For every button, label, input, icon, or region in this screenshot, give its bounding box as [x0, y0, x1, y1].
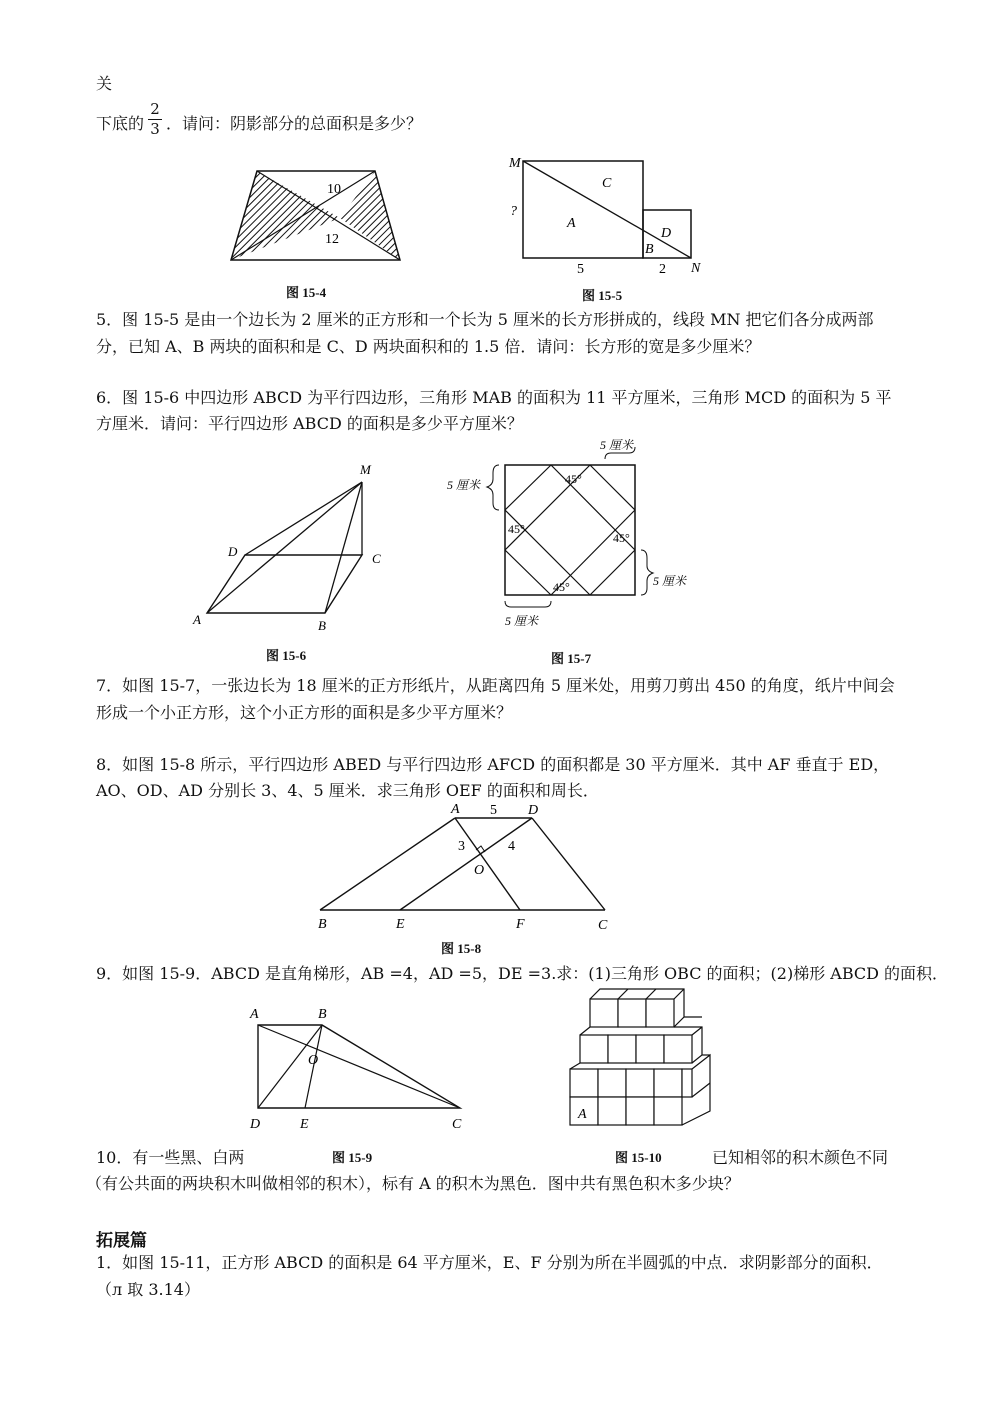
q8-line2: AO、OD、AD 分别长 3、4、5 厘米．求三角形 OEF 的面积和周长． [96, 781, 599, 800]
label-B: B [318, 917, 327, 932]
label-F: F [516, 917, 525, 932]
caption-15-7: 图 15-7 [551, 651, 592, 666]
q10-line2: （有公共面的两块积木叫做相邻的积木），标有 A 的积木为黑色．图中共有黑色积木多少块？ [86, 1174, 740, 1193]
figure-15-4 [225, 165, 405, 265]
q4-fraction [148, 100, 162, 138]
label-C: C [452, 1117, 462, 1132]
label-M: M [509, 156, 521, 171]
label-O: O [308, 1053, 319, 1068]
label-A: A [193, 612, 201, 627]
caption-15-4: 图 15-4 [286, 285, 327, 300]
fraction-numerator: 2 [150, 100, 160, 118]
q10-line1-end: 已知相邻的积木颜色不同 [712, 1148, 889, 1167]
label-question: ? [510, 204, 517, 219]
q7-line1: 7．如图 15-7，一张边长为 18 厘米的正方形纸片，从距离四角 5 厘米处，用剪刀剪出 450 的角度，纸片中间会 [96, 676, 895, 695]
figure-15-6 [190, 460, 390, 635]
label-E: E [300, 1117, 309, 1132]
q5-line1: 5．图 15-5 是由一个边长为 2 厘米的正方形和一个长为 5 厘米的长方形拼成的，线段 MN 把它们各分成两部 [96, 310, 874, 329]
label-D: D [250, 1117, 261, 1132]
ext1-line2: （л 取 3.14） [96, 1280, 200, 1299]
angle-top: 45° [565, 472, 582, 486]
label-B: B [318, 1007, 327, 1022]
figure-15-7 [445, 435, 700, 630]
caption-15-6: 图 15-6 [266, 648, 307, 663]
label-A: A [567, 216, 576, 231]
q6-line1: 6．图 15-6 中四边形 ABCD 为平行四边形，三角形 MAB 的面积为 11 平方厘米，三角形 MCD 的面积为 5 平 [96, 388, 892, 407]
label-10: 10 [327, 182, 341, 197]
label-A: A [578, 1107, 587, 1122]
figure-15-8 [310, 800, 620, 935]
label-12: 12 [325, 232, 339, 247]
angle-right: 45° [613, 531, 630, 545]
caption-15-9: 图 15-9 [332, 1150, 373, 1165]
label-D: D [661, 226, 672, 241]
label-5: 5 [490, 803, 497, 818]
label-3: 3 [458, 839, 465, 854]
len-label-left: 5 厘米 [447, 478, 481, 492]
figure-15-9 [240, 1000, 475, 1135]
q9-line1: 9．如图 15-9．ABCD 是直角梯形，AB =4，AD =5，DE =3.求：(1)三角形 OBC 的面积；(2)梯形 ABCD 的面积． [96, 964, 949, 983]
len-label-top: 5 厘米 [600, 438, 634, 452]
q8-line1: 8．如图 15-8 所示，平行四边形 ABED 与平行四边形 AFCD 的面积都是 30 平方厘米．其中 AF 垂直于 ED， [96, 755, 890, 774]
q4-suffix: ．请问：阴影部分的总面积是多少？ [166, 114, 423, 133]
ext1-line1: 1．如图 15-11，正方形 ABCD 的面积是 64 平方厘米，E、F 分别为所在半圆弧的中点．求阴影部分的面积． [96, 1253, 883, 1272]
section-title: 拓展篇 [96, 1231, 147, 1251]
label-D: D [528, 803, 539, 818]
label-A: A [250, 1007, 259, 1022]
figure-15-10 [560, 985, 720, 1135]
label-C: C [598, 918, 608, 933]
label-B: B [645, 242, 654, 257]
label-4: 4 [508, 839, 515, 854]
angle-bottom: 45° [553, 580, 570, 594]
label-C: C [602, 176, 612, 191]
fraction-denominator: 3 [148, 119, 162, 138]
q6-line2: 方厘米．请问：平行四边形 ABCD 的面积是多少平方厘米？ [96, 414, 523, 433]
label-O: O [474, 863, 485, 878]
label-B: B [318, 618, 326, 633]
q10-line1-start: 10．有一些黑、白两 [96, 1148, 245, 1167]
label-M: M [360, 462, 371, 477]
q5-line2: 分，已知 A、B 两块的面积和是 C、D 两块面积和的 1.5 倍．请问：长方形的宽是多少厘米？ [96, 337, 761, 356]
caption-15-10: 图 15-10 [615, 1150, 662, 1165]
angle-left: 45° [508, 522, 525, 536]
label-5: 5 [577, 262, 584, 277]
label-D: D [228, 544, 238, 559]
label-E: E [396, 917, 405, 932]
label-C: C [372, 551, 381, 566]
label-2: 2 [659, 262, 666, 277]
figure-15-5 [505, 155, 710, 280]
label-N: N [691, 261, 701, 276]
q7-line2: 形成一个小正方形，这个小正方形的面积是多少平方厘米？ [96, 703, 513, 722]
len-label-bottom: 5 厘米 [505, 614, 539, 628]
caption-15-8: 图 15-8 [441, 941, 482, 956]
caption-15-5: 图 15-5 [582, 288, 623, 303]
top-fragment: 关 [96, 74, 113, 93]
label-A: A [451, 802, 460, 817]
len-label-right: 5 厘米 [653, 574, 687, 588]
q4-prefix: 下底的 [96, 114, 145, 133]
